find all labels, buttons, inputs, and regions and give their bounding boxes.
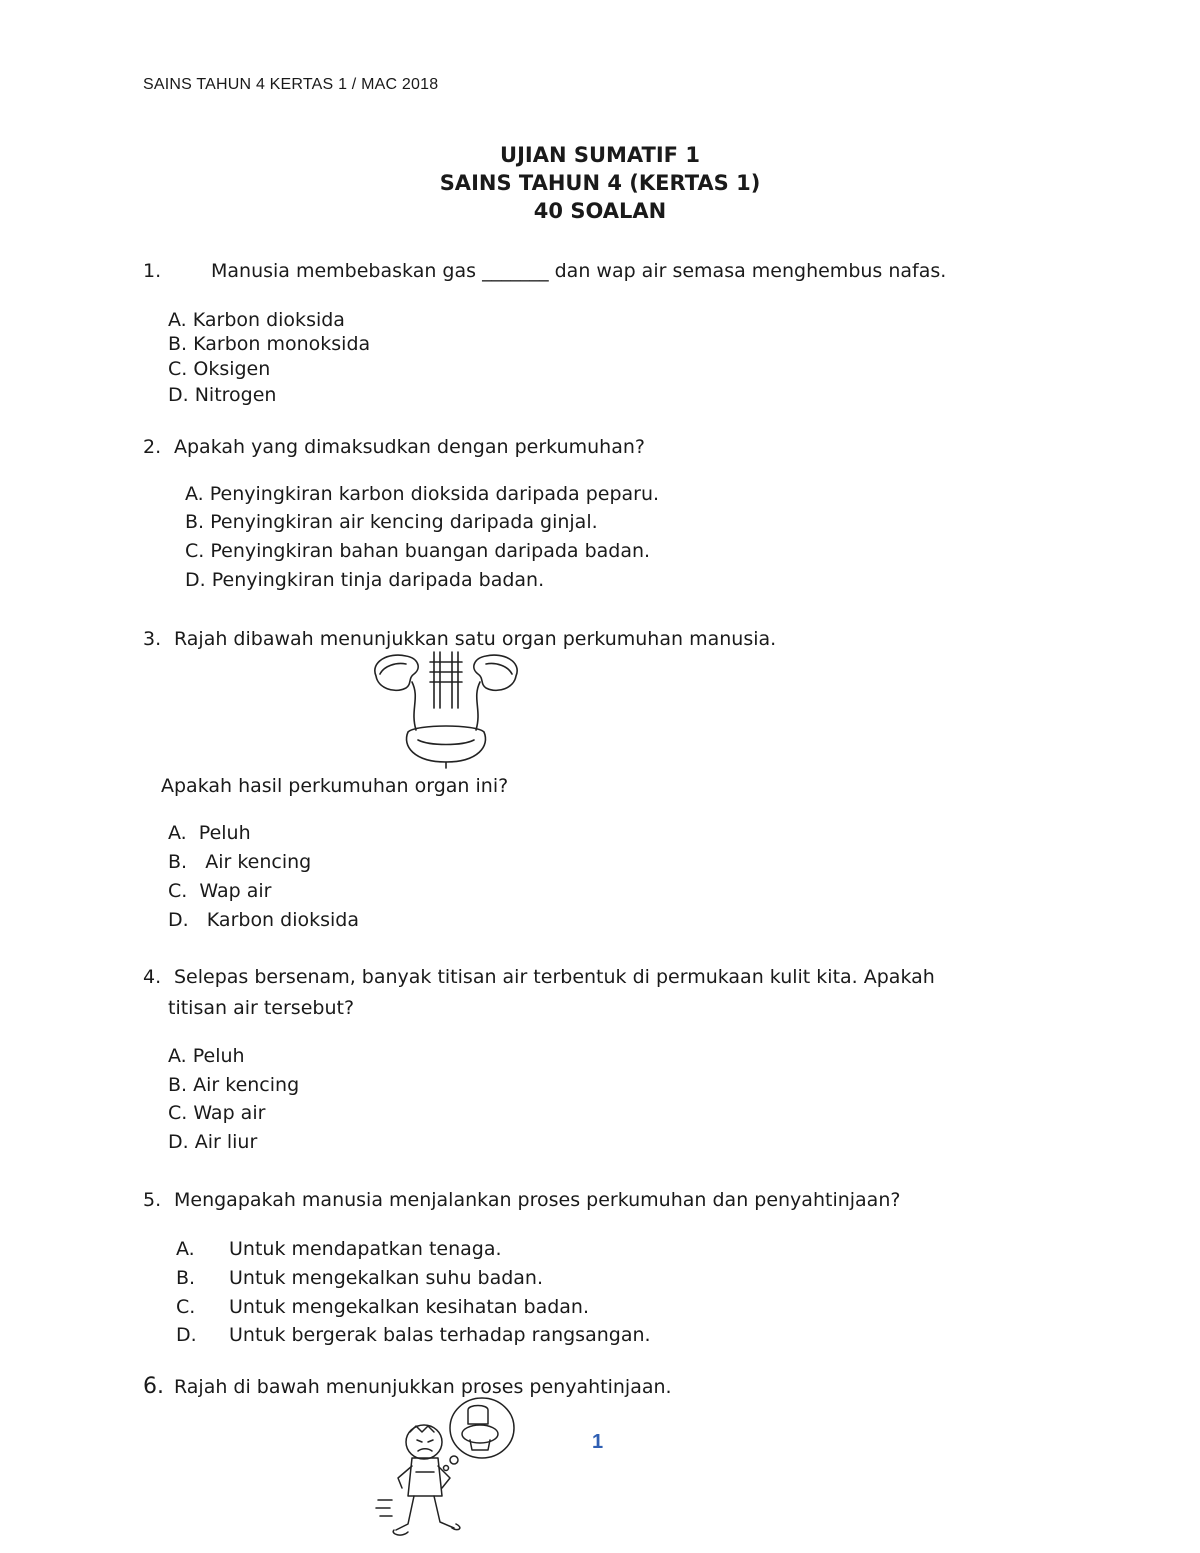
question-number: 2. — [143, 436, 162, 458]
option-c: C. Oksigen — [168, 358, 271, 380]
question-number: 3. — [143, 628, 162, 650]
option-b-letter: B. — [176, 1267, 196, 1289]
question-text: Mengapakah manusia menjalankan proses perkumuhan dan penyahtinjaan? — [174, 1189, 901, 1211]
option-a: Untuk mendapatkan tenaga. — [229, 1238, 502, 1260]
option-c: C. Wap air — [168, 880, 272, 902]
question-text: Apakah yang dimaksudkan dengan perkumuhan? — [174, 436, 645, 458]
option-b: B. Penyingkiran air kencing daripada ginjal. — [185, 511, 598, 533]
question-text: Rajah di bawah menunjukkan proses penyahtinjaan. — [174, 1376, 672, 1398]
urinary-system-figure — [366, 648, 526, 770]
option-d: D. Nitrogen — [168, 384, 277, 406]
option-a: A. Peluh — [168, 822, 251, 844]
option-a: A. Peluh — [168, 1045, 245, 1067]
option-b: B. Karbon monoksida — [168, 333, 371, 355]
option-c: Untuk mengekalkan kesihatan badan. — [229, 1296, 589, 1318]
option-d: D. Karbon dioksida — [168, 909, 359, 931]
exam-title: UJIAN SUMATIF 1 — [500, 143, 700, 167]
option-a: A. Karbon dioksida — [168, 309, 345, 331]
question-text: Selepas bersenam, banyak titisan air terbentuk di permukaan kulit kita. Apakah — [174, 966, 935, 988]
question-number: 5. — [143, 1189, 162, 1211]
option-b: Untuk mengekalkan suhu badan. — [229, 1267, 544, 1289]
question-number: 1. — [143, 260, 162, 282]
option-c-letter: C. — [176, 1296, 196, 1318]
question-text-continued: titisan air tersebut? — [168, 997, 355, 1019]
exam-subtitle: SAINS TAHUN 4 (KERTAS 1) — [439, 171, 761, 195]
option-c: C. Wap air — [168, 1102, 266, 1124]
question-text: Rajah dibawah menunjukkan satu organ perkumuhan manusia. — [174, 628, 777, 650]
option-a: A. Penyingkiran karbon dioksida daripada peparu. — [185, 483, 660, 505]
option-b: B. Air kencing — [168, 1074, 300, 1096]
page-number: 1 — [592, 1431, 604, 1453]
question-count: 40 SOALAN — [533, 199, 667, 223]
option-b: B. Air kencing — [168, 851, 312, 873]
question-number: 6. — [143, 1374, 164, 1399]
question-number: 4. — [143, 966, 162, 988]
question-subtext: Apakah hasil perkumuhan organ ini? — [161, 775, 509, 797]
option-c: C. Penyingkiran bahan buangan daripada badan. — [185, 540, 651, 562]
option-d: D. Penyingkiran tinja daripada badan. — [185, 569, 545, 591]
question-text: Manusia membebaskan gas _______ dan wap air semasa menghembus nafas. — [211, 260, 947, 282]
option-a-letter: A. — [176, 1238, 195, 1260]
option-d: Untuk bergerak balas terhadap rangsangan. — [229, 1324, 651, 1346]
option-d: D. Air liur — [168, 1131, 258, 1153]
child-toilet-figure — [372, 1396, 522, 1550]
option-d-letter: D. — [176, 1324, 197, 1346]
page-header: SAINS TAHUN 4 KERTAS 1 / MAC 2018 — [143, 76, 439, 93]
